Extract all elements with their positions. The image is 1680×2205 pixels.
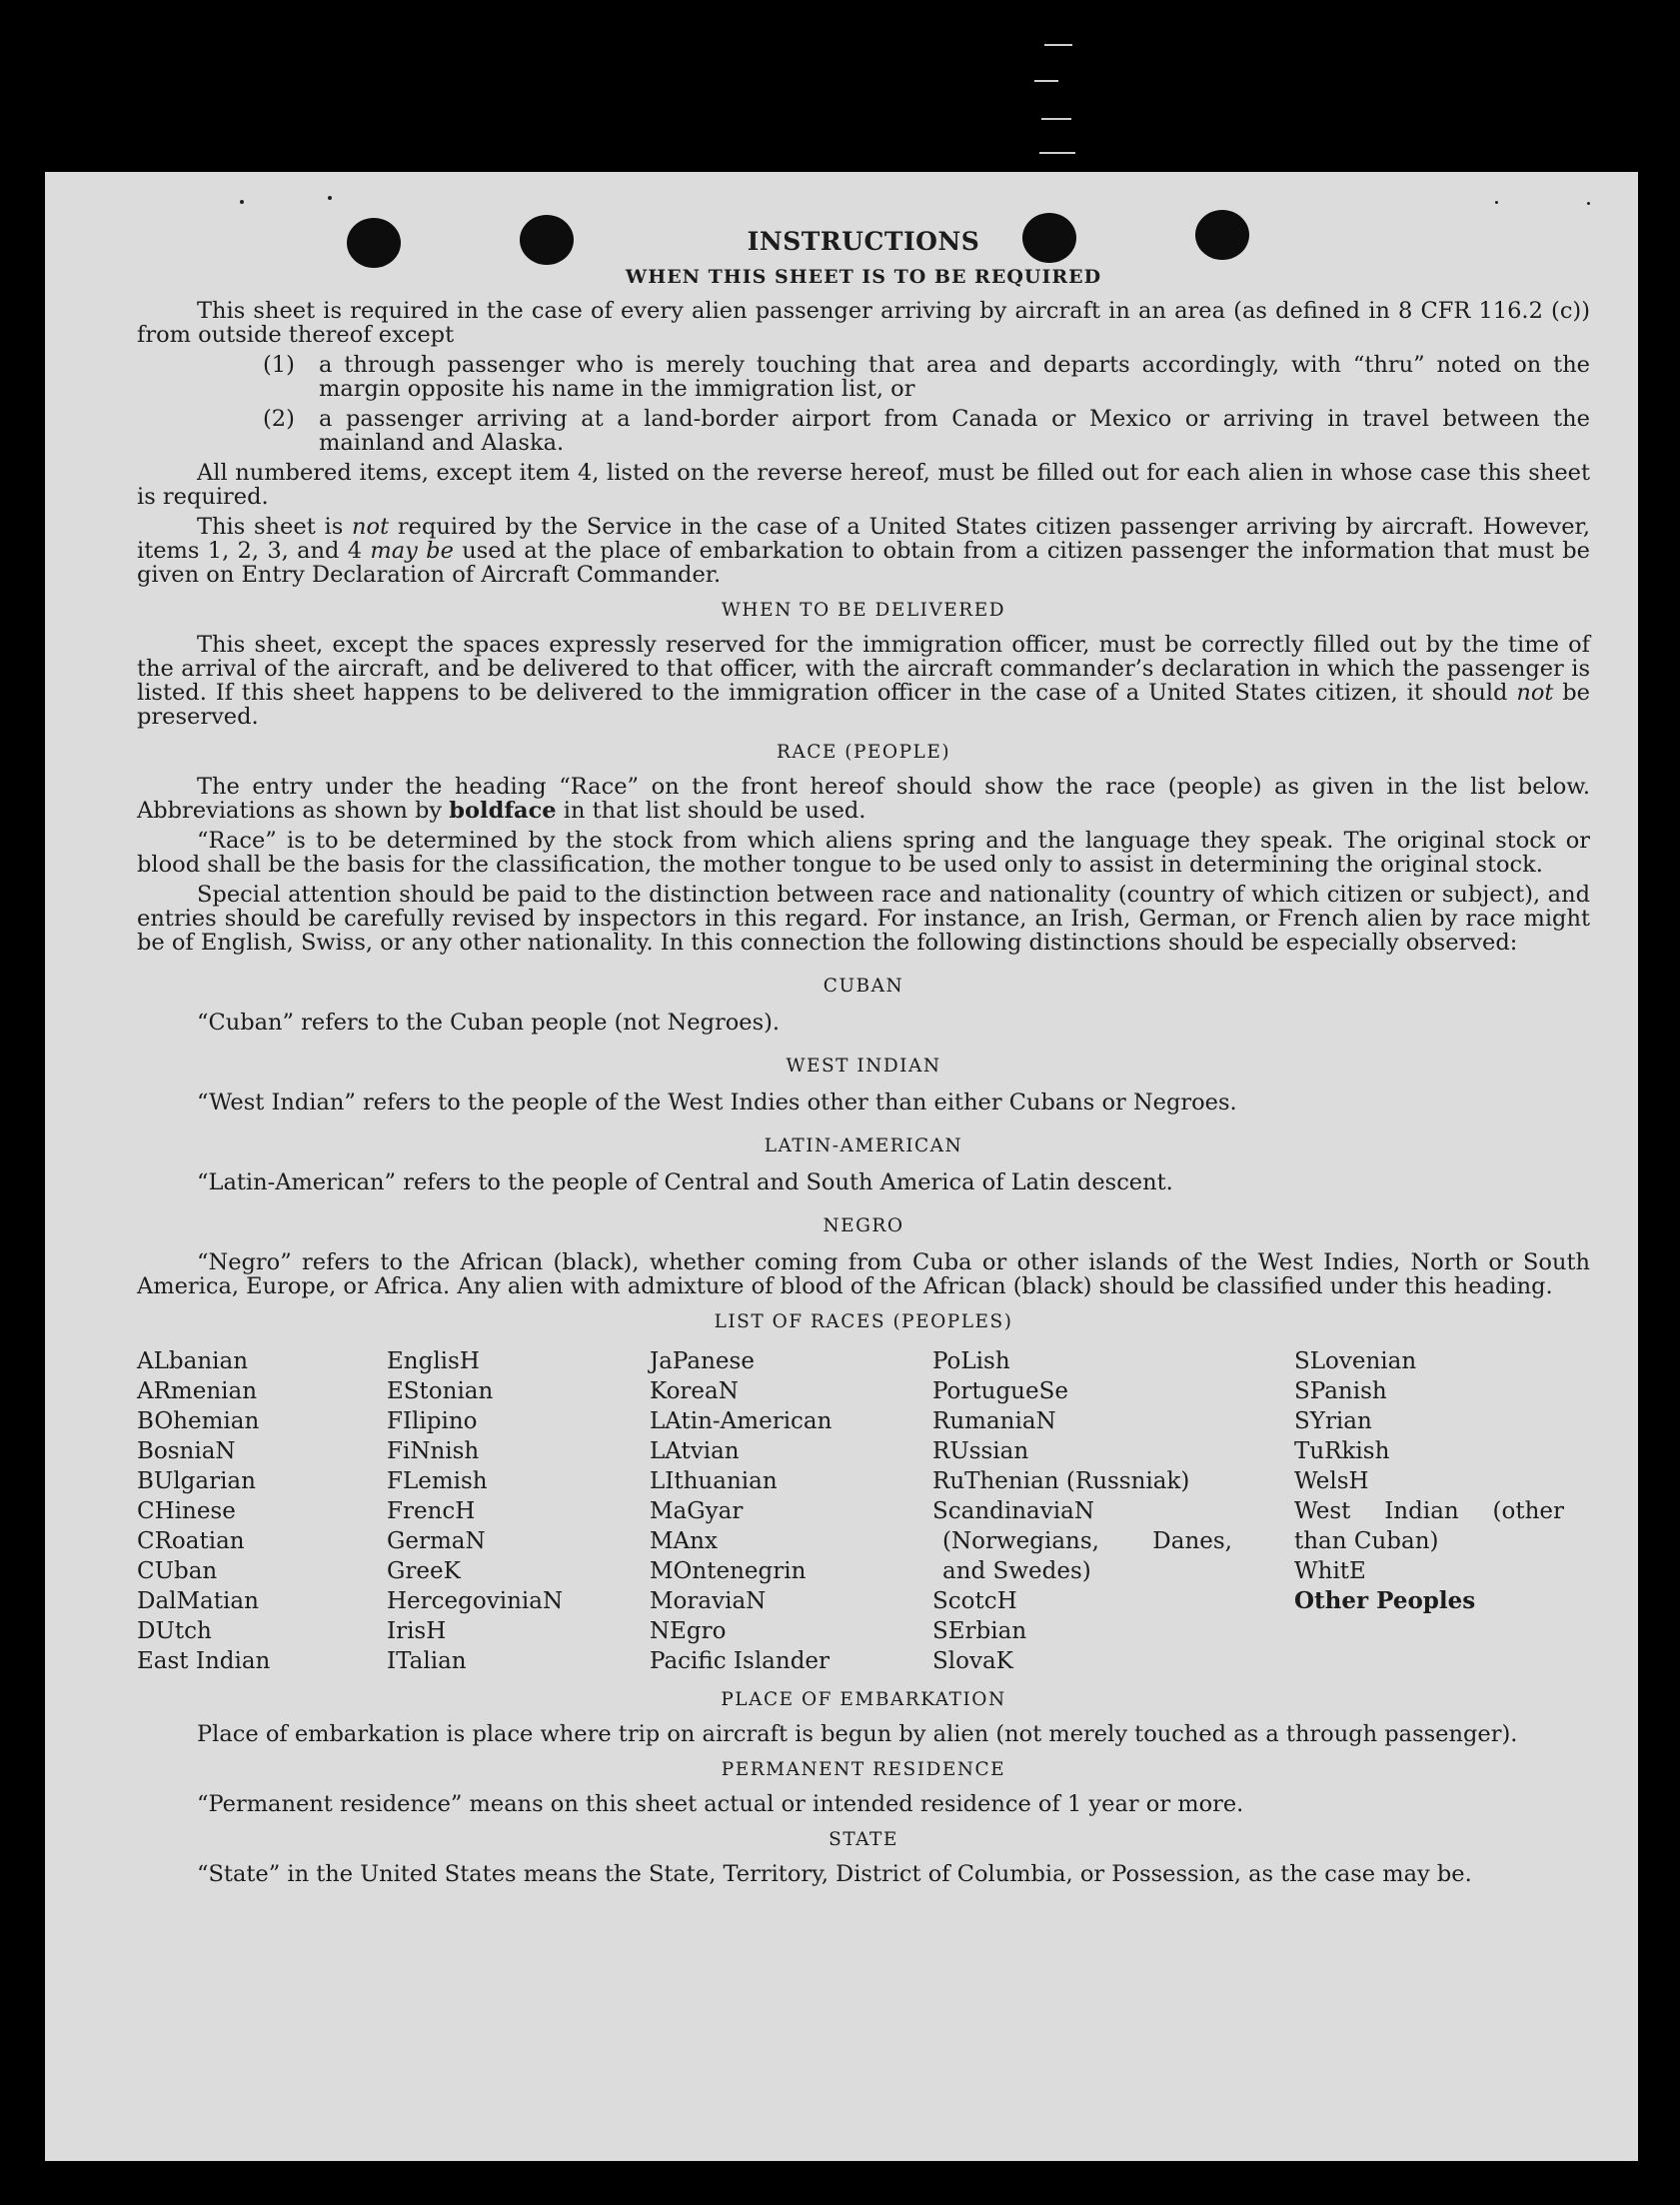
race-entry: MOntenegrin	[650, 1558, 807, 1584]
race-entry: JaPanese	[650, 1348, 755, 1374]
race-entry: PoLish	[932, 1348, 1010, 1374]
races-list	[137, 1346, 1590, 1676]
race-entry: KoreaN	[650, 1378, 739, 1404]
race-entry: CHinese	[137, 1498, 236, 1524]
document-sheet	[45, 172, 1638, 2161]
section-heading-delivered: WHEN TO BE DELIVERED	[721, 600, 1006, 621]
race-entry: ITalian	[387, 1648, 467, 1674]
speck	[328, 196, 332, 200]
races-column	[932, 1346, 1294, 1676]
west-indian-definition: “West Indian” refers to the people of the West Indies other than either Cubans or Negroes.	[197, 1090, 1237, 1115]
latin-american-definition: “Latin-American” refers to the people of Central and South America of Latin descent.	[197, 1169, 1173, 1195]
exception-item	[137, 353, 1590, 401]
edge-mark	[1039, 152, 1075, 154]
race-entry: ARmenian	[137, 1378, 258, 1404]
race-entry: EStonian	[387, 1378, 494, 1404]
section-heading-state: STATE	[829, 1829, 898, 1850]
race-entry: FrencH	[387, 1498, 476, 1524]
page-title: INSTRUCTIONS	[747, 227, 980, 256]
race-entry: West Indian (other than Cuban)	[1294, 1498, 1564, 1554]
race-entry: CUban	[137, 1558, 218, 1584]
race-entry: SlovaK	[932, 1648, 1013, 1674]
race-paragraph: The entry under the heading “Race” on the front hereof should show the race (people) as given in the list below. Abbreviations as shown by boldface in that list should be used.	[137, 774, 1590, 824]
speck	[240, 200, 244, 204]
exception-item	[137, 407, 1590, 455]
race-entry: LAtvian	[650, 1438, 740, 1464]
intro-paragraph: This sheet is required in the case of every alien passenger arriving by aircraft in an area (as defined in 8 CFR 116.2 (c)) from outside thereof except	[137, 298, 1590, 348]
race-entry: East Indian	[137, 1648, 271, 1674]
races-column	[650, 1346, 932, 1676]
delivered-paragraph: This sheet, except the spaces expressly reserved for the immigration officer, must be correctly filled out by the time of the arrival of the aircraft, and be delivered to that officer, with the aircraft commander’s declaration in which the passenger is listed. If this sheet happens to be delivered to the immigration officer in the case of a United States citizen, it should not be preserved.	[137, 632, 1590, 730]
section-heading-latin-american: LATIN-AMERICAN	[764, 1135, 963, 1156]
race-entry: ScandinaviaN (Norwegians, Danes, and Swedes)	[932, 1498, 1232, 1584]
race-entry: RumaniaN	[932, 1408, 1056, 1434]
section-heading-race: RACE (PEOPLE)	[776, 742, 951, 763]
race-paragraph: “Race” is to be determined by the stock from which aliens spring and the language they speak. The original stock or blood shall be the basis for the classification, the mother tongue to be used only to assist in determining the original stock.	[137, 828, 1590, 878]
speck	[1495, 201, 1498, 204]
section-heading-races-list: LIST OF RACES (PEOPLES)	[714, 1311, 1013, 1332]
race-entry: FLemish	[387, 1468, 488, 1494]
residence-paragraph: “Permanent residence” means on this sheet actual or intended residence of 1 year or more.	[197, 1791, 1244, 1817]
document-content	[137, 227, 1590, 1892]
race-entry: SYrian	[1294, 1408, 1372, 1434]
numbered-items-paragraph: All numbered items, except item 4, listed on the reverse hereof, must be filled out for each alien in whose case this sheet is required.	[137, 460, 1590, 510]
race-entry: MoraviaN	[650, 1588, 767, 1614]
exception-text: a through passenger who is merely touching that area and departs accordingly, with “thru” noted on the margin opposite his name in the immigration list, or	[319, 352, 1590, 402]
race-entry: MaGyar	[650, 1498, 744, 1524]
section-heading-required: WHEN THIS SHEET IS TO BE REQUIRED	[625, 266, 1102, 288]
race-entry: SLovenian	[1294, 1348, 1417, 1374]
race-entry: BosniaN	[137, 1438, 236, 1464]
race-entry: GreeK	[387, 1558, 461, 1584]
race-entry: HercegoviniaN	[387, 1588, 564, 1614]
race-entry: SPanish	[1294, 1378, 1387, 1404]
race-entry: RuThenian (Russniak)	[932, 1468, 1190, 1494]
exception-number: (2)	[263, 406, 295, 432]
race-entry: DUtch	[137, 1618, 212, 1644]
race-entry: BUlgarian	[137, 1468, 256, 1494]
race-entry: WelsH	[1294, 1468, 1369, 1494]
exception-number: (1)	[263, 352, 295, 378]
edge-mark	[1034, 80, 1058, 82]
state-paragraph: “State” in the United States means the State, Territory, District of Columbia, or Possession, as the case may be.	[197, 1861, 1472, 1887]
races-column	[137, 1346, 387, 1676]
race-entry: Pacific Islander	[650, 1648, 831, 1674]
section-heading-residence: PERMANENT RESIDENCE	[721, 1759, 1006, 1780]
race-entry: RUssian	[932, 1438, 1029, 1464]
race-entry: Other Peoples	[1294, 1587, 1476, 1614]
edge-mark	[1041, 118, 1071, 120]
race-entry: IrisH	[387, 1618, 447, 1644]
race-entry: FiNnish	[387, 1438, 480, 1464]
speck	[1587, 202, 1590, 205]
section-heading-cuban: CUBAN	[823, 976, 904, 997]
edge-mark	[1044, 44, 1072, 46]
race-entry: DalMatian	[137, 1588, 259, 1614]
race-entry: TuRkish	[1294, 1438, 1390, 1464]
race-entry: LIthuanian	[650, 1468, 778, 1494]
section-heading-negro: NEGRO	[823, 1215, 904, 1236]
exception-text: a passenger arriving at a land-border airport from Canada or Mexico or arriving in travel between the mainland and Alaska.	[319, 406, 1590, 456]
race-entry: GermaN	[387, 1528, 486, 1554]
embarkation-paragraph: Place of embarkation is place where trip on aircraft is begun by alien (not merely touched as a through passenger).	[197, 1721, 1518, 1747]
races-column	[387, 1346, 650, 1676]
citizen-paragraph: This sheet is not required by the Service in the case of a United States citizen passenger arriving by aircraft. However, items 1, 2, 3, and 4 may be used at the place of embarkation to obtain from a citizen passenger the information that must be given on Entry Declaration of Aircraft Commander.	[137, 514, 1590, 588]
race-entry: WhitE	[1294, 1558, 1366, 1584]
race-entry: FIlipino	[387, 1408, 478, 1434]
race-entry: MAnx	[650, 1528, 718, 1554]
race-entry: SErbian	[932, 1618, 1027, 1644]
race-entry: CRoatian	[137, 1528, 245, 1554]
negro-definition: “Negro” refers to the African (black), whether coming from Cuba or other islands of the West Indies, North or South America, Europe, or Africa. Any alien with admixture of blood of the African (black) should be classified under this heading.	[137, 1249, 1590, 1299]
race-entry: ScotcH	[932, 1588, 1017, 1614]
race-entry: BOhemian	[137, 1408, 260, 1434]
race-entry: LAtin-American	[650, 1408, 833, 1434]
races-column	[1294, 1346, 1564, 1676]
race-entry: PortugueSe	[932, 1378, 1068, 1404]
cuban-definition: “Cuban” refers to the Cuban people (not Negroes).	[197, 1010, 781, 1036]
race-paragraph: Special attention should be paid to the distinction between race and nationality (country of which citizen or subject), and entries should be carefully revised by inspectors in this regard. For instance, an Irish, German, or French alien by race might be of English, Swiss, or any other nationality. In this connection the following distinctions should be especially observed:	[137, 882, 1590, 956]
race-entry: EnglisH	[387, 1348, 480, 1374]
race-entry: ALbanian	[137, 1348, 249, 1374]
section-heading-west-indian: WEST INDIAN	[786, 1056, 941, 1077]
race-entry: NEgro	[650, 1618, 727, 1644]
section-heading-embarkation: PLACE OF EMBARKATION	[721, 1689, 1006, 1710]
